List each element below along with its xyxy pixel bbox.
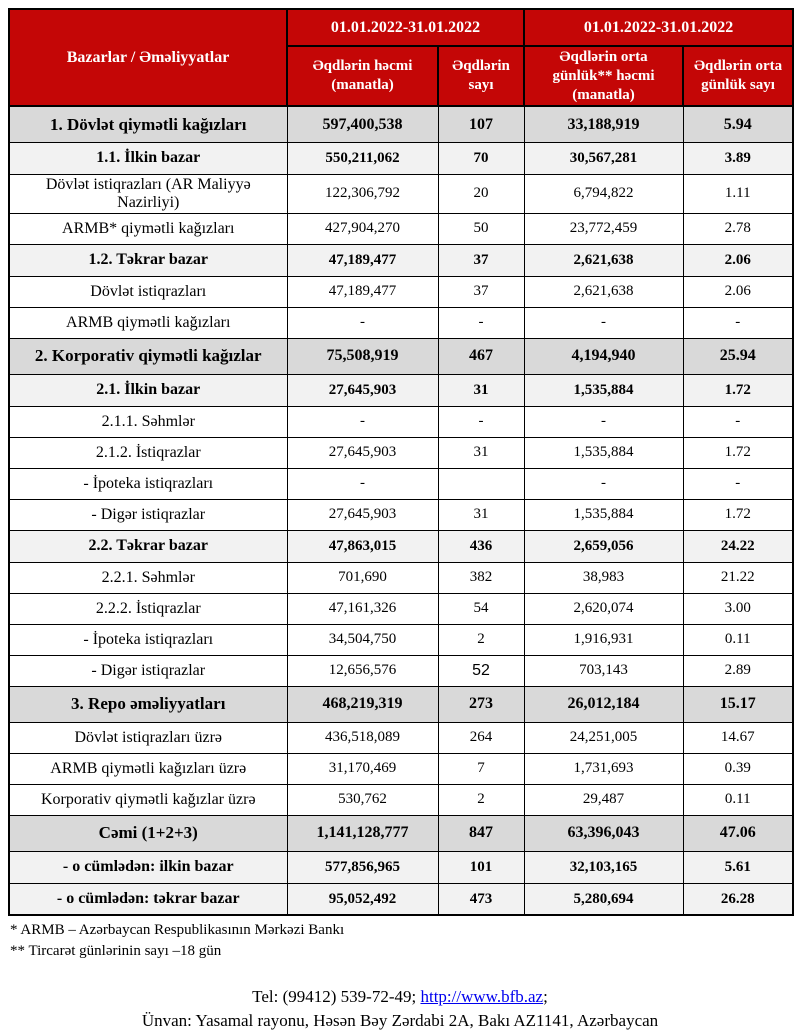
table-row: [9, 593, 793, 624]
footnotes: [10, 920, 800, 961]
cell-volume: -: [287, 307, 438, 338]
row-label: - İpoteka istiqrazları: [9, 468, 287, 499]
cell-count: [438, 468, 524, 499]
table-row: [9, 686, 793, 722]
cell-avg-count: 5.61: [683, 851, 793, 883]
table-row: [9, 624, 793, 655]
cell-volume: 47,161,326: [287, 593, 438, 624]
table-row: [9, 753, 793, 784]
table-row: [9, 106, 793, 142]
cell-avg-count: 47.06: [683, 815, 793, 851]
cell-count: 436: [438, 530, 524, 562]
cell-avg-volume: -: [524, 307, 683, 338]
cell-count: 37: [438, 276, 524, 307]
cell-count: 54: [438, 593, 524, 624]
table-row: [9, 722, 793, 753]
row-label: Dövlət istiqrazları (AR Maliyyə Nazirliyi): [9, 174, 287, 213]
cell-count: 70: [438, 142, 524, 174]
table-row: [9, 244, 793, 276]
cell-volume: 75,508,919: [287, 338, 438, 374]
period-left-header: 01.01.2022-31.01.2022: [287, 9, 524, 46]
cell-avg-count: -: [683, 468, 793, 499]
cell-volume: 27,645,903: [287, 499, 438, 530]
cell-count: -: [438, 406, 524, 437]
cell-volume: -: [287, 468, 438, 499]
cell-avg-volume: 38,983: [524, 562, 683, 593]
cell-avg-volume: 1,916,931: [524, 624, 683, 655]
table-row: [9, 815, 793, 851]
table-row: [9, 142, 793, 174]
cell-volume: 597,400,538: [287, 106, 438, 142]
column-header-volume: Əqdlərin həcmi (manatla): [287, 46, 438, 106]
cell-avg-volume: -: [524, 468, 683, 499]
cell-avg-count: 14.67: [683, 722, 793, 753]
contact-tel-line: [0, 985, 800, 1010]
table-row: [9, 174, 793, 213]
cell-volume: 530,762: [287, 784, 438, 815]
table-row: [9, 530, 793, 562]
row-label: 2.2. Təkrar bazar: [9, 530, 287, 562]
cell-avg-volume: 6,794,822: [524, 174, 683, 213]
cell-avg-count: 0.39: [683, 753, 793, 784]
cell-avg-count: -: [683, 406, 793, 437]
cell-volume: 577,856,965: [287, 851, 438, 883]
row-label: - Digər istiqrazlar: [9, 499, 287, 530]
corner-header-cell: Bazarlar / Əməliyyatlar: [9, 9, 287, 106]
website-link[interactable]: http://www.bfb.az: [420, 986, 544, 1006]
row-label: 2.1. İlkin bazar: [9, 374, 287, 406]
cell-avg-count: 3.00: [683, 593, 793, 624]
cell-volume: 95,052,492: [287, 883, 438, 915]
row-label: 1.2. Təkrar bazar: [9, 244, 287, 276]
cell-volume: 436,518,089: [287, 722, 438, 753]
cell-count: -: [438, 307, 524, 338]
cell-avg-volume: 2,621,638: [524, 244, 683, 276]
cell-avg-count: 24.22: [683, 530, 793, 562]
cell-count: 20: [438, 174, 524, 213]
table-row: [9, 406, 793, 437]
cell-count: 382: [438, 562, 524, 593]
row-label: 2.1.1. Səhmlər: [9, 406, 287, 437]
table-row: [9, 499, 793, 530]
column-header-avg-volume: Əqdlərin orta günlük** həcmi (manatla): [524, 46, 683, 106]
cell-count: 2: [438, 624, 524, 655]
cell-count: 37: [438, 244, 524, 276]
cell-volume: 12,656,576: [287, 655, 438, 686]
table-row: [9, 437, 793, 468]
table-row: [9, 276, 793, 307]
securities-stats-table: [8, 8, 794, 916]
cell-avg-volume: 23,772,459: [524, 213, 683, 244]
cell-volume: 47,189,477: [287, 244, 438, 276]
cell-count: 273: [438, 686, 524, 722]
cell-avg-volume: 33,188,919: [524, 106, 683, 142]
row-label: 2.2.2. İstiqrazlar: [9, 593, 287, 624]
cell-count: 473: [438, 883, 524, 915]
row-label: 1. Dövlət qiymətli kağızları: [9, 106, 287, 142]
cell-count: 467: [438, 338, 524, 374]
cell-avg-volume: 24,251,005: [524, 722, 683, 753]
table-row: [9, 851, 793, 883]
cell-avg-count: 2.78: [683, 213, 793, 244]
cell-count: 31: [438, 374, 524, 406]
row-label: 1.1. İlkin bazar: [9, 142, 287, 174]
contact-address-line: Ünvan: Yasamal rayonu, Həsən Bəy Zərdabi 2A, Bakı AZ1141, Azərbaycan: [141, 1011, 659, 1031]
cell-avg-volume: 1,535,884: [524, 374, 683, 406]
cell-volume: 427,904,270: [287, 213, 438, 244]
cell-avg-volume: 5,280,694: [524, 883, 683, 915]
cell-volume: 1,141,128,777: [287, 815, 438, 851]
cell-avg-count: 2.06: [683, 276, 793, 307]
row-label: ARMB* qiymətli kağızları: [9, 213, 287, 244]
cell-avg-volume: 703,143: [524, 655, 683, 686]
cell-count: 7: [438, 753, 524, 784]
cell-avg-count: 1.72: [683, 437, 793, 468]
cell-avg-volume: 63,396,043: [524, 815, 683, 851]
cell-avg-volume: 2,620,074: [524, 593, 683, 624]
cell-count: 2: [438, 784, 524, 815]
table-row: [9, 374, 793, 406]
cell-volume: 31,170,469: [287, 753, 438, 784]
cell-avg-count: 21.22: [683, 562, 793, 593]
table-body: [9, 106, 793, 915]
row-label: 2. Korporativ qiymətli kağızlar: [9, 338, 287, 374]
cell-volume: 34,504,750: [287, 624, 438, 655]
cell-volume: 27,645,903: [287, 374, 438, 406]
contact-block: [0, 985, 800, 1034]
tel-suffix: ;: [543, 986, 548, 1006]
cell-volume: -: [287, 406, 438, 437]
table-row: [9, 307, 793, 338]
cell-avg-count: -: [683, 307, 793, 338]
cell-avg-count: 5.94: [683, 106, 793, 142]
cell-volume: 701,690: [287, 562, 438, 593]
footnote-trading-days: ** Tircarət günlərinin sayı –18 gün: [10, 942, 222, 959]
row-label: - o cümlədən: təkrar bazar: [9, 883, 287, 915]
cell-avg-count: 2.89: [683, 655, 793, 686]
cell-avg-volume: 30,567,281: [524, 142, 683, 174]
cell-volume: 122,306,792: [287, 174, 438, 213]
cell-count: 31: [438, 437, 524, 468]
cell-avg-count: 1.72: [683, 374, 793, 406]
cell-avg-volume: -: [524, 406, 683, 437]
column-header-avg-count: Əqdlərin orta günlük sayı: [683, 46, 793, 106]
column-header-count: Əqdlərin sayı: [438, 46, 524, 106]
cell-avg-volume: 1,535,884: [524, 437, 683, 468]
cell-avg-count: 25.94: [683, 338, 793, 374]
cell-count: 31: [438, 499, 524, 530]
tel-text: Tel: (99412) 539-72-49;: [252, 986, 421, 1006]
row-label: 3. Repo əməliyyatları: [9, 686, 287, 722]
table-row: [9, 883, 793, 915]
cell-avg-count: 15.17: [683, 686, 793, 722]
cell-avg-count: 26.28: [683, 883, 793, 915]
cell-avg-volume: 2,621,638: [524, 276, 683, 307]
cell-avg-volume: 1,731,693: [524, 753, 683, 784]
row-label: ARMB qiymətli kağızları üzrə: [9, 753, 287, 784]
cell-avg-count: 1.72: [683, 499, 793, 530]
cell-count: 264: [438, 722, 524, 753]
cell-avg-volume: 4,194,940: [524, 338, 683, 374]
cell-avg-count: 0.11: [683, 784, 793, 815]
cell-avg-count: 3.89: [683, 142, 793, 174]
cell-avg-volume: 2,659,056: [524, 530, 683, 562]
row-label: - o cümlədən: ilkin bazar: [9, 851, 287, 883]
cell-volume: 468,219,319: [287, 686, 438, 722]
table-row: [9, 468, 793, 499]
cell-avg-volume: 26,012,184: [524, 686, 683, 722]
table-row: [9, 655, 793, 686]
row-label: 2.2.1. Səhmlər: [9, 562, 287, 593]
cell-avg-volume: 1,535,884: [524, 499, 683, 530]
cell-count: 847: [438, 815, 524, 851]
period-right-header: 01.01.2022-31.01.2022: [524, 9, 793, 46]
row-label: Cəmi (1+2+3): [9, 815, 287, 851]
table-row: [9, 562, 793, 593]
cell-count: 52: [438, 655, 524, 686]
cell-avg-volume: 29,487: [524, 784, 683, 815]
header-period-row: [9, 9, 793, 46]
row-label: Dövlət istiqrazları: [9, 276, 287, 307]
cell-volume: 27,645,903: [287, 437, 438, 468]
table-row: [9, 213, 793, 244]
footnote-armb: * ARMB – Azərbaycan Respublikasının Mərkəzi Bankı: [10, 922, 345, 939]
row-label: - Digər istiqrazlar: [9, 655, 287, 686]
table-row: [9, 784, 793, 815]
cell-volume: 47,189,477: [287, 276, 438, 307]
cell-volume: 550,211,062: [287, 142, 438, 174]
cell-count: 107: [438, 106, 524, 142]
row-label: Dövlət istiqrazları üzrə: [9, 722, 287, 753]
row-label: ARMB qiymətli kağızları: [9, 307, 287, 338]
table-row: [9, 338, 793, 374]
cell-count: 50: [438, 213, 524, 244]
cell-volume: 47,863,015: [287, 530, 438, 562]
row-label: 2.1.2. İstiqrazlar: [9, 437, 287, 468]
row-label: Korporativ qiymətli kağızlar üzrə: [9, 784, 287, 815]
cell-avg-count: 1.11: [683, 174, 793, 213]
row-label: - İpoteka istiqrazları: [9, 624, 287, 655]
cell-avg-count: 2.06: [683, 244, 793, 276]
cell-count: 101: [438, 851, 524, 883]
cell-avg-volume: 32,103,165: [524, 851, 683, 883]
cell-avg-count: 0.11: [683, 624, 793, 655]
